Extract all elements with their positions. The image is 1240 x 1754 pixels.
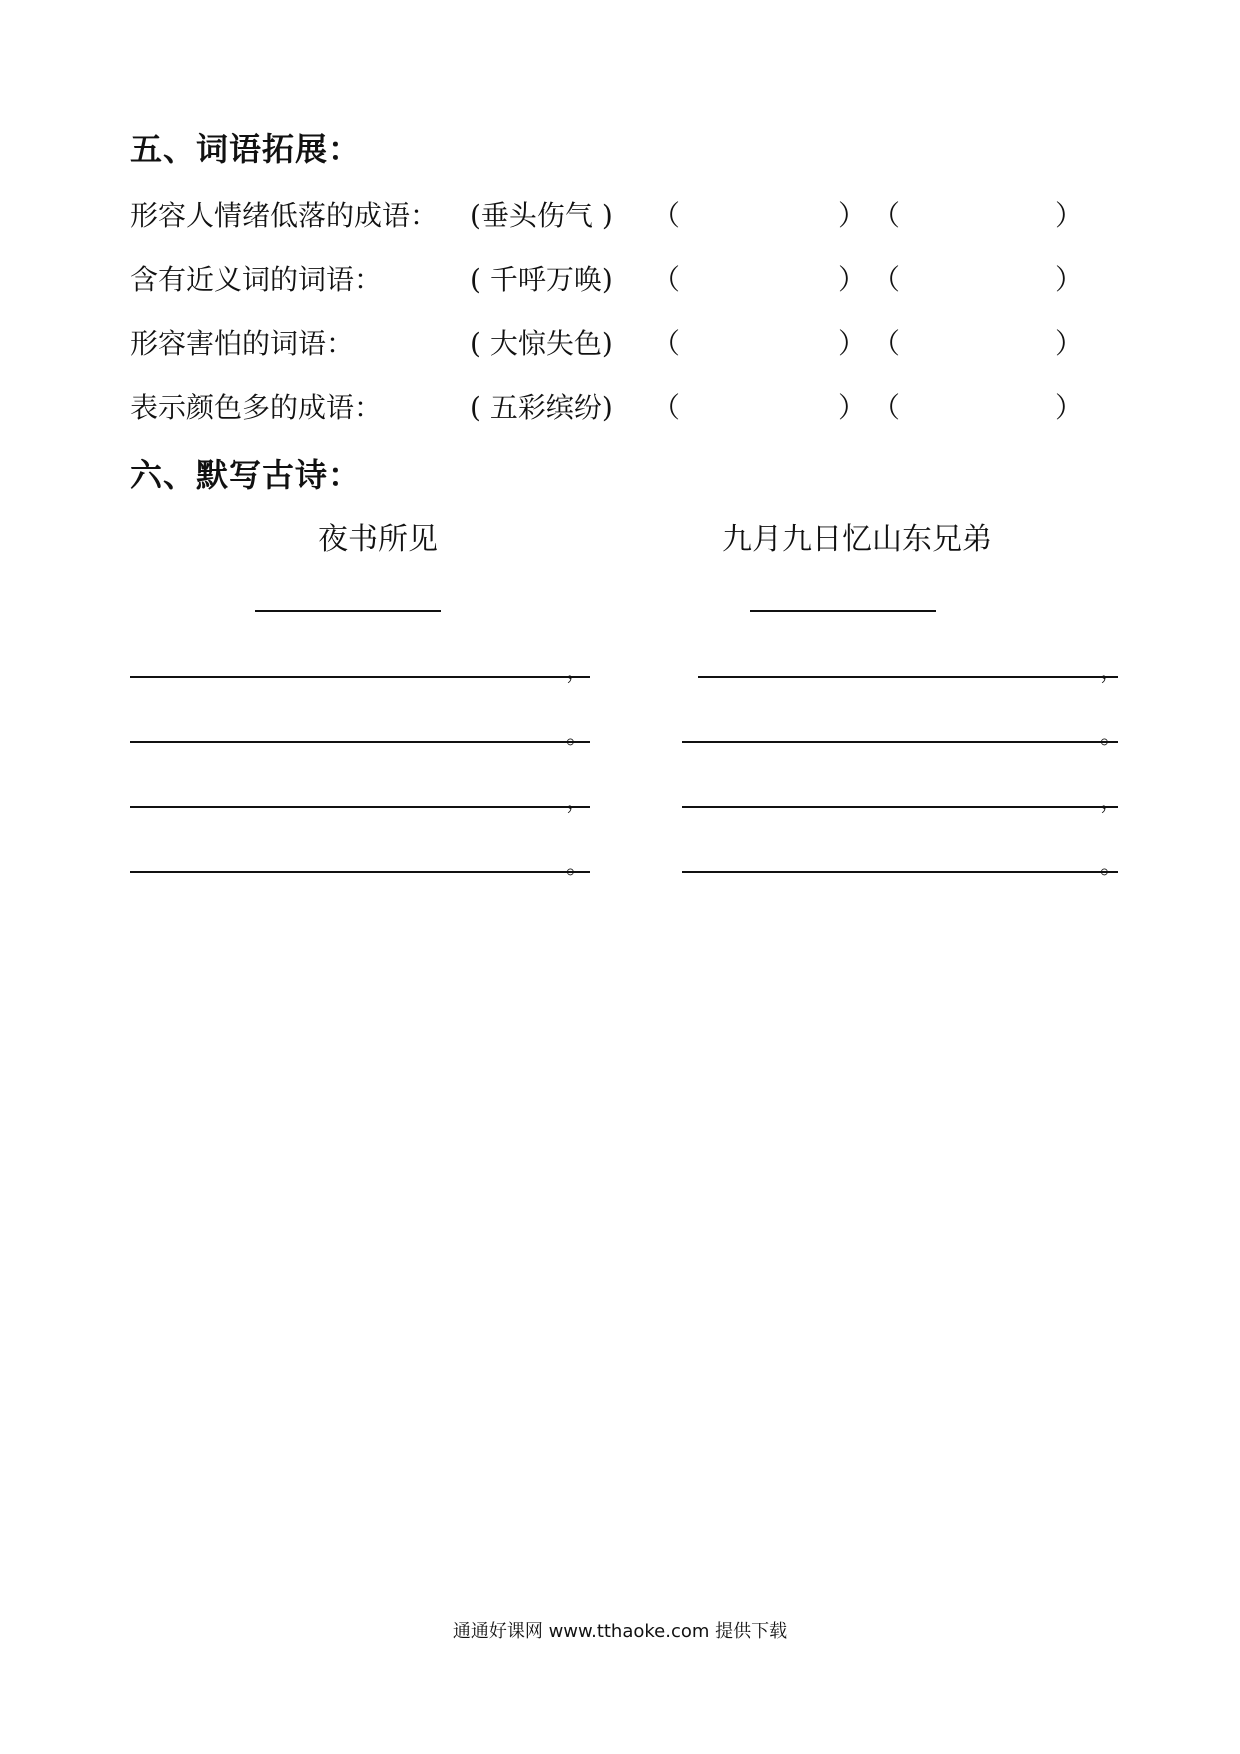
line-punctuation: ， bbox=[1100, 786, 1124, 814]
poem-line-blank[interactable] bbox=[130, 676, 590, 678]
author-blank-left[interactable] bbox=[255, 610, 441, 612]
line-punctuation: ， bbox=[566, 786, 590, 814]
poem-line-blank[interactable] bbox=[682, 871, 1118, 873]
blank-open: （ bbox=[872, 327, 901, 360]
line-punctuation: ， bbox=[566, 656, 590, 684]
vocab-label: 形容害怕的词语： bbox=[130, 327, 355, 360]
vocab-example: ( 五彩缤纷) bbox=[470, 391, 613, 424]
blank-close: ） bbox=[838, 391, 867, 424]
section6-heading: 六、默写古诗： bbox=[130, 456, 362, 494]
poem-line-blank[interactable] bbox=[682, 806, 1118, 808]
blank-open: （ bbox=[872, 391, 901, 424]
line-punctuation: 。 bbox=[566, 851, 590, 879]
vocab-row-1 bbox=[130, 194, 1090, 234]
vocab-example: ( 千呼万唤) bbox=[470, 263, 613, 296]
blank-open: （ bbox=[652, 327, 681, 360]
line-punctuation: ， bbox=[1100, 656, 1124, 684]
vocab-row-4 bbox=[130, 386, 1090, 426]
vocab-label: 形容人情绪低落的成语： bbox=[130, 199, 439, 232]
blank-close: ） bbox=[838, 263, 867, 296]
blank-close: ） bbox=[1055, 391, 1084, 424]
poem-line-blank[interactable] bbox=[130, 871, 590, 873]
vocab-example: (垂头伤气 ) bbox=[470, 199, 613, 232]
blank-open: （ bbox=[872, 263, 901, 296]
poem-line-blank[interactable] bbox=[698, 676, 1118, 678]
poem-line-blank[interactable] bbox=[130, 806, 590, 808]
vocab-example: ( 大惊失色) bbox=[470, 327, 613, 360]
footer-text: 通通好课网 www.tthaoke.com 提供下载 bbox=[452, 1621, 788, 1642]
blank-close: ） bbox=[838, 327, 867, 360]
poem-line-blank[interactable] bbox=[682, 741, 1118, 743]
blank-open: （ bbox=[652, 391, 681, 424]
line-punctuation: 。 bbox=[566, 721, 590, 749]
poem-line-blank[interactable] bbox=[130, 741, 590, 743]
vocab-label: 含有近义词的词语： bbox=[130, 263, 383, 296]
line-punctuation: 。 bbox=[1100, 851, 1124, 879]
blank-open: （ bbox=[652, 263, 681, 296]
blank-close: ） bbox=[1055, 327, 1084, 360]
blank-open: （ bbox=[872, 199, 901, 232]
poem-title-left: 夜书所见 bbox=[318, 522, 438, 557]
line-punctuation: 。 bbox=[1100, 721, 1124, 749]
author-blank-right[interactable] bbox=[750, 610, 936, 612]
poem-title-right: 九月九日忆山东兄弟 bbox=[722, 522, 992, 557]
blank-close: ） bbox=[838, 199, 867, 232]
blank-close: ） bbox=[1055, 263, 1084, 296]
blank-close: ） bbox=[1055, 199, 1084, 232]
vocab-label: 表示颜色多的成语： bbox=[130, 391, 383, 424]
blank-open: （ bbox=[652, 199, 681, 232]
vocab-row-2 bbox=[130, 258, 1090, 298]
vocab-row-3 bbox=[130, 322, 1090, 362]
section5-heading: 五、词语拓展： bbox=[130, 130, 362, 168]
